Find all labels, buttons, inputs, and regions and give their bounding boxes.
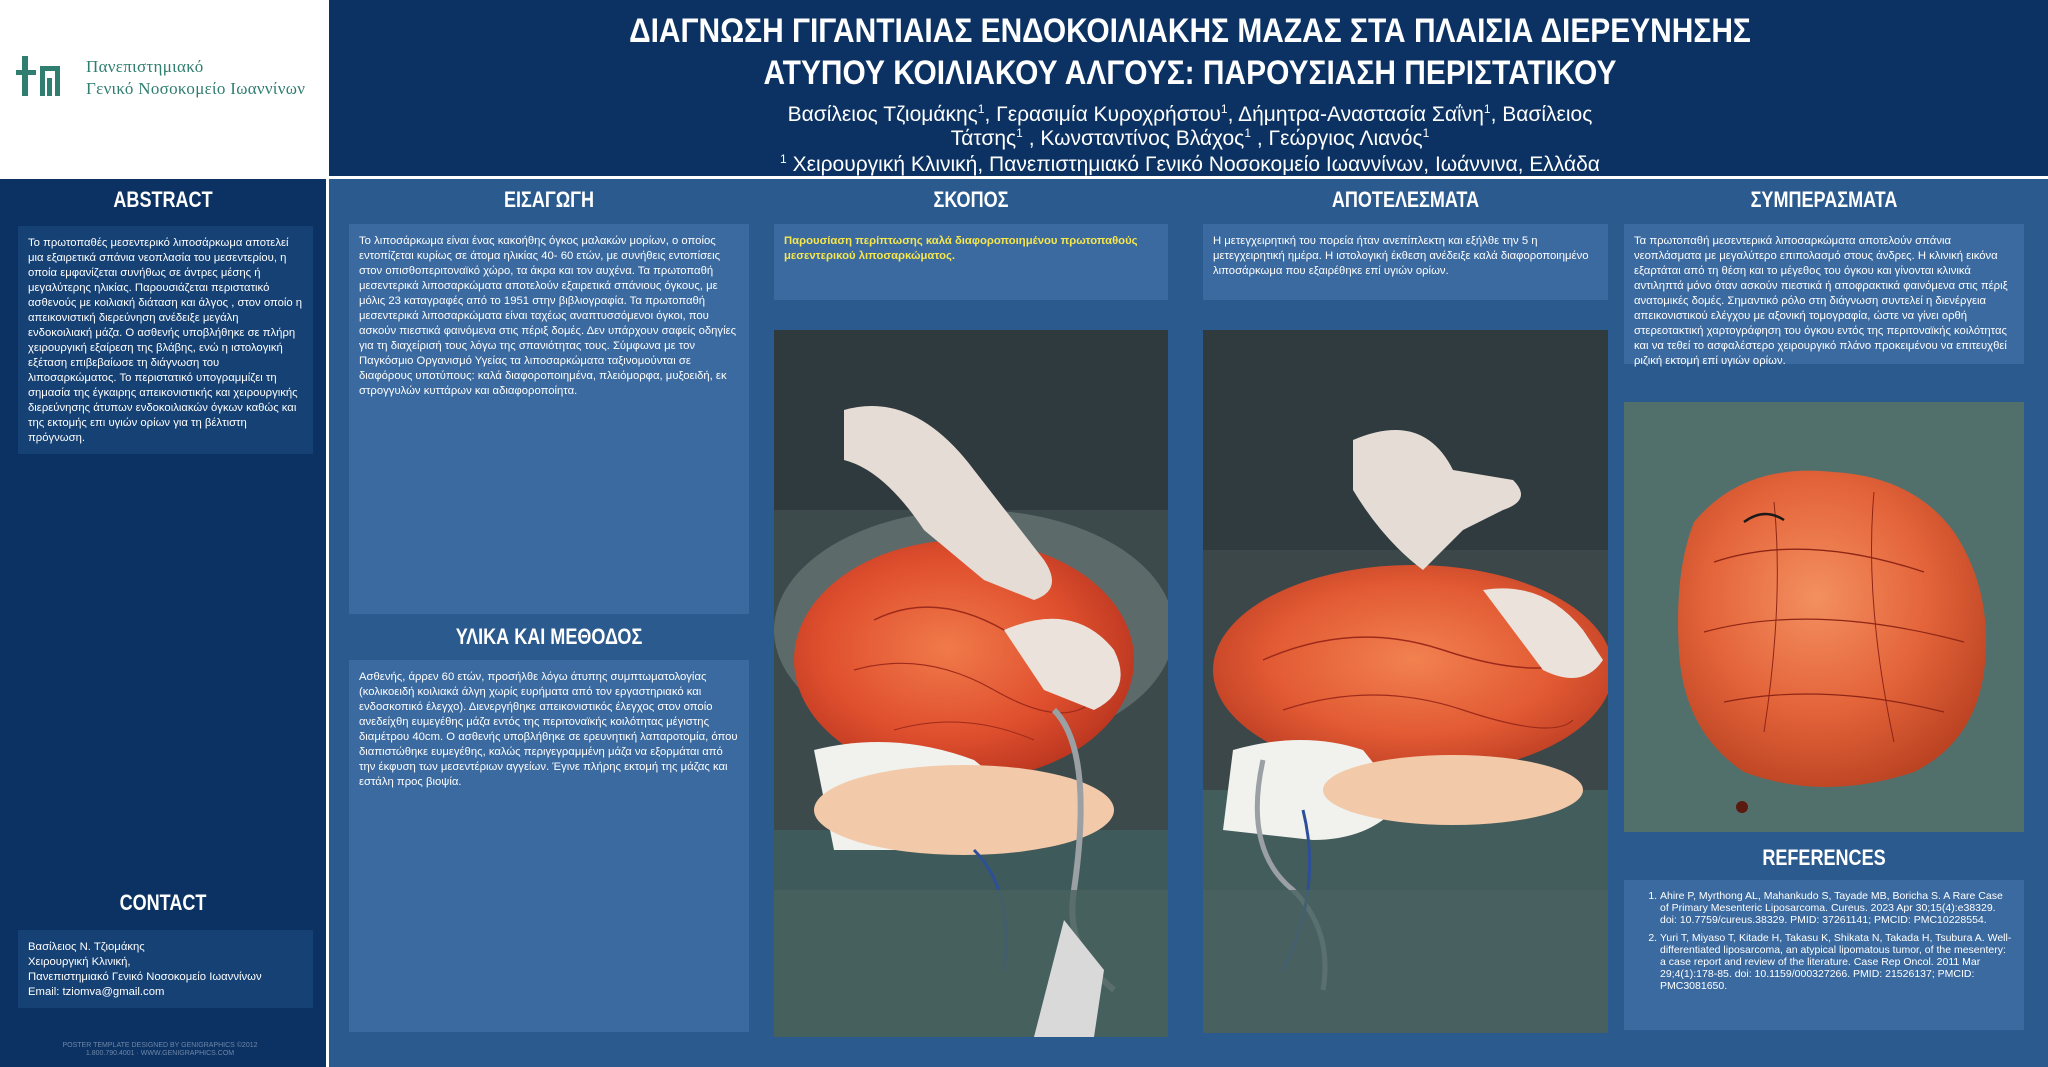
author-sep: , [984, 103, 997, 126]
aim-text: Παρουσίαση περίπτωσης καλά διαφοροποιημένου πρωτοπαθούς μεσεντερικού λιποσαρκώματος. [784, 235, 1138, 262]
hospital-logo-icon [16, 56, 62, 96]
author-sup: 1 [1220, 102, 1228, 116]
author-sep: , [1490, 103, 1503, 126]
references-box [1624, 880, 2024, 1030]
contact-box [18, 930, 313, 1008]
methods-box [349, 660, 749, 1032]
results-box [1203, 224, 1608, 300]
conclusions-text: Τα πρωτοπαθή μεσεντερικά λιποσαρκώματα αποτελούν σπάνια νεοπλάσματα με μεγαλύτερο επιπολασμό στους άνδρες. Η κλινική εικόνα εξαρτάται από τη θέση και το μέγεθος του όγκου και γίνονται κλινικά αντιληπτά μόνο όταν ασκούν πιεστικά ή αποφρακτικά φαινόμενα στις πέριξ ανατομικές δομές. Σημαντικό ρόλο στη διάγνωση συντελεί η διενέργεια απεικονιστικού ελέγχου με αξονική τομογραφία, ώστε να γίνει ορθή στερεοτακτική χαρτογράφηση του όγκου εντός της περιτοναϊκής κοιλότητας και να τεθεί το ασφαλέστερο χειρουργικό πλάνο προκειμένου να επιτευχθεί ριζική εκτομή επί υγιών ορίων. [1634, 235, 2008, 367]
hospital-name [86, 56, 305, 100]
author-name: Γεώργιος Λιανός [1268, 127, 1423, 150]
author-sup: 1 [977, 102, 985, 116]
author-sup: 1 [1244, 126, 1251, 140]
author-name: Βασίλειος Τζιομάκης [787, 103, 978, 126]
author-name-part: Τάτσης [950, 127, 1017, 150]
abstract-text: Το πρωτοπαθές μεσεντερικό λιποσάρκωμα αποτελεί μια εξαιρετικά σπάνια νεοπλασία του μεσεντερίου, η οποία εμφανίζεται συνήθως σε άντρες μέσης ή μεγαλύτερης ηλικίας. Παρουσιάζεται περιστατικό ασθενούς με κοιλιακή διάταση και άλγος , στον οποίο η απεικονιστική διερεύνηση ανέδειξε μεγάλη ενδοκοιλιακή μάζα. Ο ασθενής υποβλήθηκε σε πλήρη χειρουργική εξαίρεση της βλάβης, ενώ η ιστολογική εξέταση επιβεβαίωσε τη διάγνωση του λιποσαρκώματος. Το περιστατικό υπογραμμίζει τη σημασία της έγκαιρης απεικονιστικής και χειρουργικής διερεύνησης άτυπων ενδοκοιλιακών όγκων καθώς και της εκτομής επι υγιών ορίων για τη βέλτιστη πρόγνωση. [28, 237, 303, 444]
specimen-photo [1624, 402, 2024, 832]
intro-box [349, 224, 749, 614]
results-heading: ΑΠΟΤΕΛΕΣΜΑΤΑ [1331, 187, 1480, 212]
references-heading: REFERENCES [1762, 845, 1886, 870]
contact-email: Email: tziomva@gmail.com [28, 986, 165, 998]
abstract-heading: ABSTRACT [113, 187, 213, 212]
aim-heading: ΣΚΟΠΟΣ [933, 187, 1009, 212]
intro-text: Το λιποσάρκωμα είναι ένας κακοήθης όγκος μαλακών μορίων, ο οποίος εντοπίζεται κυρίως σε άτομα ηλικίας 40- 60 ετών, με συνήθεις εντοπίσεις στον οπισθοπεριτοναϊκό χώρο, τα άκρα και τον αυχένα. Τα πρωτοπαθή μεσεντερικά λιποσαρκώματα αποτελούν εξαιρετικά σπάνιους όγκους, με μόλις 23 καταγραφές από το 1951 στην βιβλιογραφία. Τα πρωτοπαθή μεσεντερικά λιποσαρκώματα είναι ταχέως αναπτυσσόμενοι όγκοι, που ασκούν πιεστικά φαινόμενα στις πέριξ δομές. Δεν υπάρχουν σαφείς οδηγίες για τη διαχείρισή τους λόγω της σπανιότητας τους. Σύμφωνα με τον Παγκόσμιο Οργανισμό Υγείας τα λιποσαρκώματα ταξινομούνται σε διαφόρους υποτύπους: καλά διαφοροποιημένα, πλειόμορφα, μυξοειδή, εκ στρογγυλών κυττάρων και αδιαφοροποίητα. [359, 235, 737, 397]
surgery-photo-1 [774, 330, 1168, 1037]
references-list [1634, 890, 2014, 992]
author-sup: 1 [1422, 126, 1430, 140]
contact-hospital: Πανεπιστημιακό Γενικό Νοσοκομείο Ιωαννίνων [28, 971, 262, 983]
template-credit-line1: POSTER TEMPLATE DESIGNED BY GENIGRAPHICS ©2012 [62, 1042, 258, 1049]
surgery-photo-2 [1203, 330, 1608, 1033]
template-credit [60, 1042, 260, 1058]
author-name: Κωνσταντίνος Βλάχος [1040, 127, 1245, 150]
author-sep: , [1251, 127, 1269, 150]
reference-item: 2. Yuri T, Miyaso T, Kitade H, Takasu K, Shikata N, Takada H, Tsubura A. Well-differentiated liposarcoma, an atypical lipomatous tumor, of the mesentery: a case report and review of the literature. Case Rep Oncol. 2011 Mar 29;4(1):178-85. doi: 10.1159/000327266. PMID: 21526137; PMCID: PMC3081650. [1660, 932, 2014, 992]
author-sep: , [1022, 127, 1041, 150]
poster-title-line2: ΑΤΥΠΟΥ ΚΟΙΛΙΑΚΟΥ ΑΛΓΟΥΣ: ΠΑΡΟΥΣΙΑΣΗ ΠΕΡΙΣΤΑΤΙΚΟΥ [763, 54, 1617, 92]
poster-title-line1: ΔΙΑΓΝΩΣΗ ΓΙΓΑΝΤΙΑΙΑΣ ΕΝΔΟΚΟΙΛΙΑΚΗΣ ΜΑΖΑΣ ΣΤΑ ΠΛΑΙΣΙΑ ΔΙΕΡΕΥΝΗΣΗΣ [629, 12, 1751, 50]
results-text: Η μετεγχειρητική του πορεία ήταν ανεπίπλεκτη και εξήλθε την 5 η μετεγχειρητική ημέρα. Η ιστολογική έκθεση ανέδειξε καλά διαφοροποιημένο λιποσάρκωμα που εξαιρέθηκε επί υγιών ορίων. [1213, 235, 1589, 277]
contact-dept: Χειρουργική Κλινική, [28, 956, 131, 968]
contact-name: Βασίλειος Ν. Τζιομάκης [28, 941, 145, 953]
affiliation [340, 147, 2040, 177]
template-credit-line2: 1.800.790.4001 · WWW.GENIGRAPHICS.COM [85, 1050, 235, 1057]
aim-box [774, 224, 1168, 300]
author-sep: , [1227, 103, 1239, 126]
contact-heading: CONTACT [119, 890, 207, 915]
affiliation-sup: 1 [780, 152, 787, 166]
conclusions-box [1624, 224, 2024, 367]
reference-item: 1. Ahire P, Myrthong AL, Mahankudo S, Tayade MB, Boricha S. A Rare Case of Primary Mesenteric Liposarcoma. Cureus. 2023 Apr 30;15(4):e38329. doi: 10.7759/cureus.38329. PMID: 37261141; PMCID: PMC10228554. [1660, 890, 2014, 926]
affiliation-text: Χειρουργική Κλινική, Πανεπιστημιακό Γενικό Νοσοκομείο Ιωαννίνων, Ιωάννινα, Ελλάδα [786, 153, 1600, 176]
author-name: Δήμητρα-Αναστασία Σαΐνη [1238, 103, 1484, 126]
author-sup: 1 [1483, 102, 1491, 116]
author-name-part: Βασίλειος [1502, 103, 1593, 126]
hospital-name-line2: Γενικό Νοσοκομείο Ιωαννίνων [86, 79, 306, 98]
hospital-name-line1: Πανεπιστημιακό [86, 57, 204, 76]
methods-text: Ασθενής, άρρεν 60 ετών, προσήλθε λόγω άτυπης συμπτωματολογίας (κολικοειδή κοιλιακά άλγη χωρίς ευρήματα από τον εργαστηριακό και ενδοσκοπικό έλεγχο). Διενεργήθηκε απεικονιστικός έλεγχος στον οποίο ανεδείχθη ευμεγέθης μάζα εντός της περιτοναϊκής κοιλότητας μέγιστης διαμέτρου 40cm. Ο ασθενής υποβλήθηκε σε ερευνητική λαπαροτομία, όπου διαπιστώθηκε ευμεγέθης, καλώς περιγεγραμμένη μάζα να εξορμάται από την έκφυση των μεσεντέριων αγγείων. Έγινε πλήρης εκτομή της μάζας και εστάλη προς βιοψία. [359, 671, 738, 788]
abstract-box [18, 226, 313, 454]
conclusions-heading: ΣΥΜΠΕΡΑΣΜΑΤΑ [1750, 187, 1898, 212]
intro-heading: ΕΙΣΑΓΩΓΗ [503, 187, 595, 212]
author-sup: 1 [1016, 126, 1023, 140]
methods-heading: ΥΛΙΚΑ ΚΑΙ ΜΕΘΟΔΟΣ [455, 624, 643, 649]
author-name: Γερασιμία Κυροχρήστου [996, 103, 1221, 126]
